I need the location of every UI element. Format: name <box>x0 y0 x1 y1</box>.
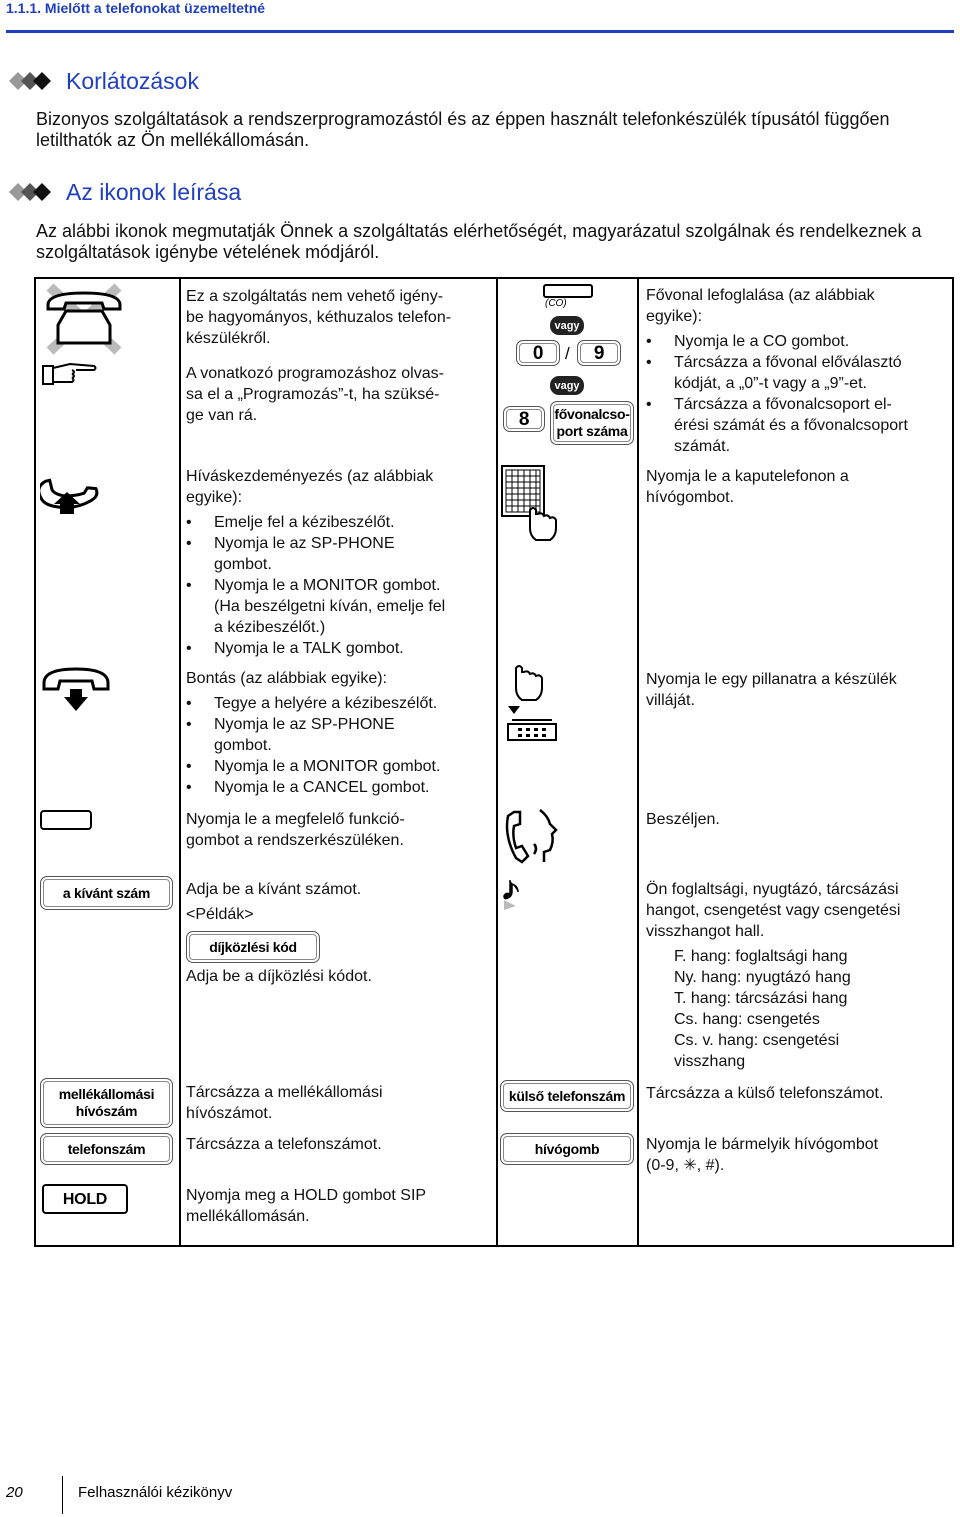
hold-key: HOLD <box>42 1184 128 1214</box>
bullet-item <box>186 638 496 659</box>
bullet-text: Nyomja le a CO gombot. <box>674 333 850 350</box>
talk-icon <box>500 806 568 868</box>
bullet-item <box>186 512 496 533</box>
trunk-key-line: fővonalcso- <box>554 406 630 422</box>
header-rule <box>6 30 954 33</box>
restrictions-heading <box>8 66 199 96</box>
hookswitch-text <box>646 669 952 711</box>
on-hook-text <box>186 668 496 798</box>
tone-list-item: Cs. hang: csengetés <box>674 1011 820 1028</box>
account-code-text: Adja be a díjközlési kódot. <box>186 968 372 985</box>
text-line: villáját. <box>646 692 695 709</box>
column-divider <box>496 279 498 1245</box>
not-available-text <box>186 286 496 349</box>
bullet-item <box>186 575 496 596</box>
digit-9-key: 9 <box>577 340 621 366</box>
icons-body: Az alábbi ikonok megmutatják Önnek a szolgáltatás elérhetőségét, magyarázatul szolgálnak és rendelkeznek a szolgáltatások igénybe vételének módjáról. <box>36 221 922 262</box>
text-line: visszhangot hall. <box>646 923 765 940</box>
text-line: Nyomja le egy pillanatra a készülék <box>646 671 897 688</box>
text-line: A vonatkozó programozáshoz olvas- <box>186 365 444 382</box>
diamonds-icon <box>8 71 58 91</box>
text-line: egyike): <box>186 489 243 506</box>
footer-divider <box>62 1476 63 1514</box>
tone-list-item: F. hang: foglaltsági hang <box>674 948 848 965</box>
text-line: Nyomja meg a HOLD gombot SIP <box>186 1187 427 1204</box>
icons-heading <box>8 177 241 207</box>
bullet-item <box>646 331 952 352</box>
section-number: 1.1.1. Mielőtt a telefonokat üzemeltetné <box>6 0 266 16</box>
page-number: 20 <box>6 1484 23 1501</box>
bullet-continuation: a kézibeszélőt.) <box>214 619 326 636</box>
tone-list-item: Cs. v. hang: csengetési <box>674 1032 840 1049</box>
digit-8-key: 8 <box>503 406 545 432</box>
text-line: Nyomja le a megfelelő funkció- <box>186 811 405 828</box>
diamonds-icon <box>8 182 58 202</box>
bullet-text: Tárcsázza a fővonalcsoport el- <box>674 396 892 413</box>
or-badge: vagy <box>550 316 584 335</box>
extension-text <box>186 1082 496 1124</box>
bullet-text: Nyomja le a MONITOR gombot. <box>214 758 441 775</box>
tone-note-icon <box>502 878 526 910</box>
column-divider <box>179 279 181 1245</box>
bullet-item <box>186 714 496 735</box>
slash-separator: / <box>565 344 570 363</box>
off-hook-icon <box>40 462 108 518</box>
two-wire-phone-crossed-icon <box>40 283 128 355</box>
pointing-hand-icon <box>42 360 98 386</box>
bullet-text: Emelje fel a kézibeszélőt. <box>214 514 395 531</box>
or-badge: vagy <box>550 376 584 395</box>
restrictions-title: Korlátozások <box>66 67 199 94</box>
bullet-text: Nyomja le a MONITOR gombot. <box>214 577 441 594</box>
tone-list-item: T. hang: tárcsázási hang <box>674 990 848 1007</box>
programming-reference-text <box>186 363 496 426</box>
intercom-key: hívógomb <box>500 1133 634 1165</box>
desired-number-key: a kívánt szám <box>40 876 173 910</box>
intercom-text <box>646 1134 952 1176</box>
text-line: Tárcsázza a mellékállomási <box>186 1084 383 1101</box>
text-line: be hagyományos, kéthuzalos telefon- <box>186 309 452 326</box>
text-line: (0-9, ✳, #). <box>646 1157 725 1174</box>
hookswitch-flash-icon <box>500 664 560 744</box>
text-line: készülékről. <box>186 330 271 347</box>
doorphone-text <box>646 466 952 508</box>
bullet-item <box>186 756 496 777</box>
restrictions-body: Bizonyos szolgáltatások a rendszerprogramozástól és az éppen használt telefonkészülék típusától függően letilthatók az Ön mellékállomásán. <box>36 109 890 150</box>
tone-list-item: Ny. hang: nyugtázó hang <box>674 969 851 986</box>
bullet-text: Nyomja le az SP-PHONE <box>214 535 395 552</box>
talk-text: Beszéljen. <box>646 811 720 828</box>
bullet-continuation: gombot. <box>214 556 272 573</box>
phone-number-key: telefonszám <box>40 1133 173 1165</box>
text-line: sa el a „Programozás”-t, ha szüksé- <box>186 386 440 403</box>
hold-text <box>186 1185 496 1227</box>
off-hook-text <box>186 466 496 659</box>
bullet-continuation: kódját, a „0”-t vagy a „9”-et. <box>674 375 867 392</box>
bullet-continuation: gombot. <box>214 737 272 754</box>
text-line: Bontás (az alábbiak egyike): <box>186 670 387 687</box>
co-label: (CO) <box>545 298 567 309</box>
footer-title: Felhasználói kézikönyv <box>78 1484 233 1501</box>
text-line: egyike): <box>646 308 703 325</box>
icons-title: Az ikonok leírása <box>66 178 242 205</box>
trunk-key-line: port száma <box>556 423 628 439</box>
bullet-continuation: (Ha beszélgetni kíván, emelje fel <box>214 598 446 615</box>
outside-number-key: külső telefonszám <box>500 1080 634 1112</box>
text-line: mellékállomásán. <box>186 1208 310 1225</box>
bullet-continuation: számát. <box>674 438 731 455</box>
text-line: hívószámot. <box>186 1105 273 1122</box>
text-line: Ön foglaltsági, nyugtázó, tárcsázási <box>646 881 899 898</box>
text-line: hívógombot. <box>646 489 735 506</box>
desired-number-text: Adja be a kívánt számot. <box>186 881 362 898</box>
extension-key-line: mellékállomási <box>58 1086 155 1102</box>
bullet-item <box>186 693 496 714</box>
function-button-icon <box>40 810 92 830</box>
text-line: Nyomja le bármelyik hívógombot <box>646 1136 879 1153</box>
bullet-text: Tegye a helyére a kézibeszélőt. <box>214 695 438 712</box>
examples-label: <Példák> <box>186 906 254 923</box>
seize-line-text <box>646 285 952 457</box>
function-button-text <box>186 809 496 851</box>
bullet-item <box>186 777 496 798</box>
bullet-item <box>186 533 496 554</box>
digit-0-key: 0 <box>516 340 560 366</box>
text-line: gombot a rendszerkészüléken. <box>186 832 404 849</box>
extension-number-key <box>40 1078 173 1128</box>
on-hook-icon <box>40 663 112 713</box>
bullet-text: Nyomja le a TALK gombot. <box>214 640 404 657</box>
phone-number-text: Tárcsázza a telefonszámot. <box>186 1136 382 1153</box>
bullet-continuation: érési számát és a fővonalcsoport <box>674 417 908 434</box>
trunk-group-key <box>550 401 634 445</box>
text-line: Ez a szolgáltatás nem vehető igény- <box>186 288 444 305</box>
column-divider <box>637 279 639 1245</box>
bullet-text: Tárcsázza a fővonal előválasztó <box>674 354 902 371</box>
doorphone-press-icon <box>500 464 564 548</box>
text-line: hangot, csengetést vagy csengetési <box>646 902 901 919</box>
outside-number-text: Tárcsázza a külső telefonszámot. <box>646 1085 884 1102</box>
tones-text <box>646 879 952 1072</box>
tone-list-item: visszhang <box>674 1053 746 1070</box>
bullet-item <box>646 394 952 415</box>
co-button-icon <box>543 284 593 298</box>
bullet-text: Nyomja le a CANCEL gombot. <box>214 779 430 796</box>
bullet-text: Nyomja le az SP-PHONE <box>214 716 395 733</box>
text-line: Fővonal lefoglalása (az alábbiak <box>646 287 875 304</box>
bullet-item <box>646 352 952 373</box>
account-code-key: díjközlési kód <box>186 931 320 963</box>
text-line: ge van rá. <box>186 407 258 424</box>
text-line: Nyomja le a kaputelefonon a <box>646 468 849 485</box>
text-line: Híváskezdeményezés (az alábbiak <box>186 468 434 485</box>
extension-key-line: hívószám <box>75 1103 138 1119</box>
